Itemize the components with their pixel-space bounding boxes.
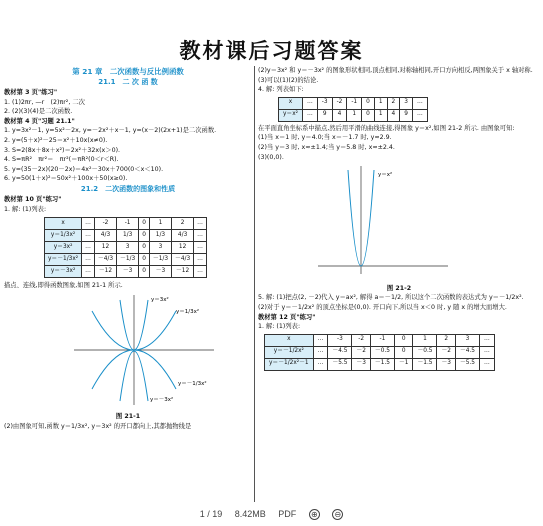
- table-cell: 4/3: [172, 230, 194, 242]
- table-cell: x: [45, 218, 82, 230]
- curve-label-y-x2: y＝x²: [378, 172, 393, 179]
- table-cell: －3: [117, 266, 139, 278]
- table-cell: y＝3x²: [45, 242, 82, 254]
- table-cell: …: [480, 358, 495, 370]
- table-cell: y＝－3x²: [45, 266, 82, 278]
- answer-line: 5. y=(35－2x)(20－2x)＝4x²－30x＋700(0＜x＜10).: [4, 165, 164, 173]
- table-cell: 0: [362, 97, 375, 109]
- table-cell: -3: [328, 334, 352, 346]
- zoom-out-icon[interactable]: ⊖: [332, 509, 343, 520]
- answer-line: (1)当 x＝1 时, y＝4.0;当 x＝－1.7 时, y≈2.9.: [258, 134, 392, 142]
- table-cell: 0: [139, 254, 150, 266]
- table-cell: …: [82, 242, 95, 254]
- page-indicator: 1 / 19: [199, 509, 223, 519]
- curve-label-y-neg-third-x2: y＝－1/3x²: [178, 380, 207, 387]
- table-cell: 3: [400, 97, 413, 109]
- table-cell: 12: [94, 242, 116, 254]
- table-cell: -3: [317, 97, 332, 109]
- table-cell: 2: [172, 218, 194, 230]
- file-size: 8.42MB: [234, 509, 266, 519]
- answer-line: 2. y=(5＋x)²－25＝x²＋10x(x≠0).: [4, 136, 108, 144]
- table-cell: x: [265, 334, 314, 346]
- curve-label-y-neg-3x2: y＝－3x²: [150, 396, 174, 403]
- table-cell: 1/3: [149, 230, 171, 242]
- table-cell: …: [194, 230, 207, 242]
- table-cell: …: [194, 254, 207, 266]
- left-column: [4, 66, 252, 496]
- answer-line: 描点、连线,即得函数图象,如图 21-1 所示.: [4, 282, 123, 290]
- table-cell: 0: [394, 346, 413, 358]
- table-cell: －1.5: [413, 358, 437, 370]
- table-cell: 1: [149, 218, 171, 230]
- answer-line: (3)(0,0).: [258, 153, 284, 161]
- table-cell: …: [302, 97, 317, 109]
- table-cell: …: [194, 218, 207, 230]
- answer-line: 1. 解: (1)列表:: [258, 323, 301, 331]
- table-cell: －0.5: [413, 346, 437, 358]
- figure-caption-21-2: 图 21-2: [386, 284, 412, 292]
- table-cell: 2: [437, 334, 456, 346]
- table-cell: 3: [149, 242, 171, 254]
- figure-caption-21-1: 图 21-1: [115, 413, 141, 421]
- table-cell: －1.5: [370, 358, 394, 370]
- answer-line: 1. y=3x²－1, y=5x²－2x, y=－2x²＋x－1, y=(x－2)(2x+1)是二次函数.: [4, 127, 217, 135]
- table-cell: 0: [139, 242, 150, 254]
- answer-line: 在平面直角坐标系中描点,然后用平滑的曲线连接,得图象 y＝x²,如图 21-2 所示. 由图象可知:: [258, 124, 515, 132]
- page-title: 教材课后习题答案: [179, 39, 364, 63]
- exercise-title-p10: 教材第 10 页"练习": [4, 195, 62, 203]
- answer-line: 4. 解: 列表如下:: [258, 86, 304, 94]
- answer-line: 4. S=πR² πr²＝ πr²(＝πR²(0＜r＜R).: [4, 156, 119, 164]
- table-cell: …: [412, 109, 427, 121]
- exercise-title-p4: 教材第 4 页"习题 21.1": [4, 117, 75, 125]
- table-cell: －1/3: [117, 254, 139, 266]
- table-cell: …: [82, 230, 95, 242]
- table-cell: …: [480, 334, 495, 346]
- table-cell: 3: [455, 334, 479, 346]
- table-cell: 1/3: [117, 230, 139, 242]
- file-type-button[interactable]: PDF: [278, 509, 297, 519]
- table-cell: －2: [352, 346, 371, 358]
- table-cell: 1: [347, 109, 362, 121]
- table-cell: y＝－1/2x²－1: [265, 358, 314, 370]
- table-cell: －3: [437, 358, 456, 370]
- table-cell: －4.5: [328, 346, 352, 358]
- table-cell: 0: [139, 230, 150, 242]
- table-cell: …: [302, 109, 317, 121]
- exercise-title-p3: 教材第 3 页"练习": [4, 89, 58, 96]
- table-cell: y＝－1/2x²: [265, 346, 314, 358]
- answer-line: 3. S=2(8x＋8x＋x²)＝2x²＋32x(x＞0).: [4, 146, 121, 154]
- table-cell: －1/3: [149, 254, 171, 266]
- table-cell: -2: [94, 218, 116, 230]
- table-cell: －4/3: [94, 254, 116, 266]
- table-cell: -2: [332, 97, 347, 109]
- parabola-figure-21-1: [4, 291, 252, 409]
- table-cell: 9: [317, 109, 332, 121]
- table-cell: －4/3: [172, 254, 194, 266]
- table-cell: －5.5: [455, 358, 479, 370]
- curve-label-y-third-x2: y＝1/3x²: [176, 308, 200, 315]
- answer-line: 1. 解: (1)列表:: [4, 205, 47, 213]
- table-cell: 12: [172, 242, 194, 254]
- column-divider: [254, 66, 255, 502]
- table-cell: …: [82, 266, 95, 278]
- table-cell: -1: [370, 334, 394, 346]
- answer-line: (2)由图象可知,函数 y＝1/3x², y＝3x² 的开口都向上,其都抛物线是: [4, 422, 192, 430]
- table-cell: …: [313, 346, 328, 358]
- table-cell: 0: [362, 109, 375, 121]
- chapter-heading: 第 21 章 二次函数与反比例函数: [72, 67, 184, 76]
- values-table-1: [44, 217, 207, 278]
- table-cell: -1: [117, 218, 139, 230]
- table-cell: －5.5: [328, 358, 352, 370]
- viewer-toolbar: [0, 509, 543, 526]
- answer-line: 2. (2)(3)(4)是二次函数.: [4, 108, 73, 116]
- table-cell: …: [194, 242, 207, 254]
- table-cell: y＝1/3x²: [45, 230, 82, 242]
- curve-label-y-3x2: y＝3x²: [151, 296, 169, 303]
- answer-line: 1. (1)2πr, —r (2)πr², 二次: [4, 98, 85, 106]
- table-cell: －0.5: [370, 346, 394, 358]
- table-cell: 0: [394, 334, 413, 346]
- table-cell: …: [412, 97, 427, 109]
- table-cell: －12: [94, 266, 116, 278]
- table-cell: 1: [374, 97, 387, 109]
- table-cell: x: [279, 97, 303, 109]
- answer-line: (3)可以(1)(2)的结论.: [258, 76, 319, 84]
- table-cell: 9: [400, 109, 413, 121]
- table-cell: -1: [347, 97, 362, 109]
- answer-line: (2)当 y＝3 时, x≈±1.4;当 y＝5.8 时, x≈±2.4.: [258, 143, 395, 151]
- table-cell: …: [480, 346, 495, 358]
- table-cell: 2: [387, 97, 400, 109]
- table-cell: y＝－1/3x²: [45, 254, 82, 266]
- values-table-3: [264, 334, 495, 371]
- section-heading-21-2: 21.2 二次函数的图象和性质: [80, 184, 176, 193]
- table-cell: 4/3: [94, 230, 116, 242]
- table-cell: －3: [149, 266, 171, 278]
- table-cell: …: [82, 254, 95, 266]
- table-cell: 1: [374, 109, 387, 121]
- table-cell: －1: [394, 358, 413, 370]
- table-cell: …: [82, 218, 95, 230]
- table-cell: 0: [139, 266, 150, 278]
- answer-line: 5. 解: (1)把点(2, －2)代入 y＝ax², 解得 a＝－1/2, 所以这个二次函数的表达式为 y＝－1/2x².: [258, 294, 524, 302]
- table-cell: …: [313, 334, 328, 346]
- parabola-figure-21-2: [258, 162, 540, 280]
- table-cell: －4.5: [455, 346, 479, 358]
- table-cell: 4: [387, 109, 400, 121]
- right-column: [258, 66, 540, 496]
- table-cell: -2: [352, 334, 371, 346]
- answer-line: (2)y＝3x² 和 y＝－3x² 的图象形状相同,顶点相同,对称轴相同,开口方向相反,两图象关于 x 轴对称.: [258, 67, 533, 74]
- table-cell: 1: [413, 334, 437, 346]
- table-cell: 0: [139, 218, 150, 230]
- exercise-title-p12: 教材第 12 页"练习": [258, 313, 316, 321]
- values-table-2: [278, 97, 428, 122]
- zoom-in-icon[interactable]: ⊕: [309, 509, 320, 520]
- table-cell: －12: [172, 266, 194, 278]
- table-cell: 3: [117, 242, 139, 254]
- table-cell: －2: [437, 346, 456, 358]
- answer-line: (2)对于 y＝－1/2x² 的顶点坐标是(0,0). 开口向下,所以当 x＜0 时, y 随 x 的增大而增大.: [258, 303, 507, 311]
- table-cell: …: [313, 358, 328, 370]
- section-heading-21-1: 21.1 二 次 函 数: [98, 78, 158, 86]
- answer-line: 6. y=50(1＋x)²＝50x²＋100x＋50(x≥0).: [4, 175, 128, 183]
- table-cell: y＝x²: [279, 109, 303, 121]
- table-cell: 4: [332, 109, 347, 121]
- table-cell: －3: [352, 358, 371, 370]
- table-cell: …: [194, 266, 207, 278]
